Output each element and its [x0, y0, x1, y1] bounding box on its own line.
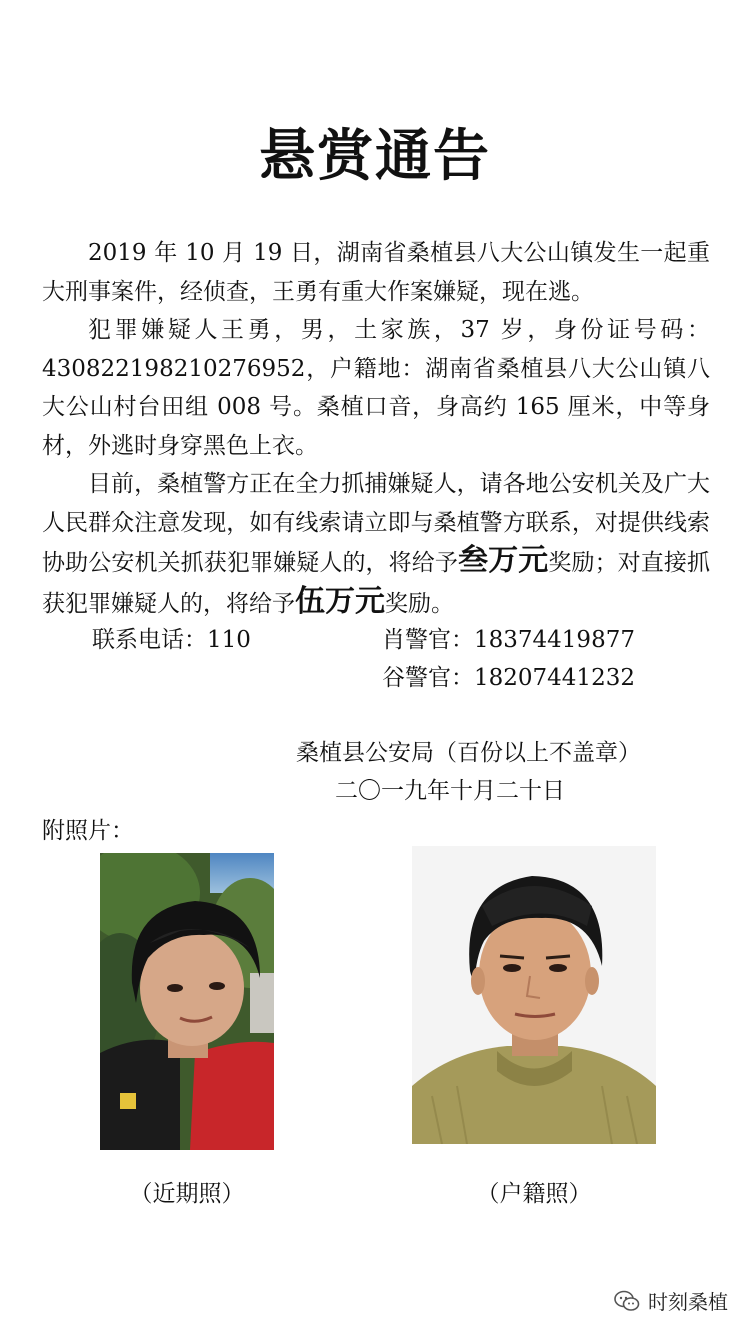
recent-photo-caption: （近期照）: [129, 1181, 245, 1207]
officer-xiao-contact: [382, 621, 635, 654]
attachment-label: 附照片：: [42, 818, 134, 844]
wechat-icon: [614, 1290, 640, 1312]
reward-amount-clue: 叁万元: [458, 543, 549, 578]
reward-paragraph: [42, 465, 710, 623]
incident-paragraph: 2019 年 10 月 19 日，湖南省桑植县八大公山镇发生一起重大刑事案件，经侦查，王勇有重大作案嫌疑，现在逃。: [42, 240, 710, 305]
recent-photo-image: [100, 853, 274, 1150]
account-watermark: [614, 1286, 728, 1315]
account-name: 时刻桑植: [648, 1290, 728, 1314]
registration-photo: [412, 846, 656, 1144]
page-title: 悬赏通告: [259, 124, 491, 189]
registration-photo-caption: （户籍照）: [476, 1181, 592, 1207]
officer-gu-label: 谷警官：: [382, 665, 474, 691]
phone-number: 110: [207, 627, 251, 653]
reward-amount-capture: 伍万元: [295, 583, 385, 619]
reward-text-3: 奖励。: [385, 590, 454, 617]
reward-text-2: 奖励；对直接抓获犯罪嫌疑人的，将给予: [42, 550, 711, 617]
issue-date: 二〇一九年十月二十日: [335, 778, 565, 804]
suspect-paragraph: 犯罪嫌疑人王勇，男，土家族，37 岁，身份证号码：430822198210276952，户籍地：湖南省桑植县八大公山镇八大公山村台田组 008 号。桑植口音，身高约 165 厘米，中等身材，外逃时身穿黑色上衣。: [42, 317, 710, 459]
officer-xiao-phone: 18374419877: [474, 627, 635, 653]
officer-xiao-label: 肖警官：: [382, 627, 474, 653]
recent-photo: [100, 853, 274, 1150]
reward-text-1: 目前，桑植警方正在全力抓捕嫌疑人，请各地公安机关及广大人民群众注意发现，如有线索请立即与桑植警方联系，对提供线索协助公安机关抓获犯罪嫌疑人的，将给予: [42, 471, 710, 576]
registration-photo-image: [412, 846, 656, 1144]
notice-body: [42, 234, 710, 623]
phone-label: 联系电话：: [92, 627, 207, 653]
officer-gu-contact: [382, 659, 635, 692]
issuer: 桑植县公安局（百份以上不盖章）: [296, 740, 641, 766]
officer-gu-phone: 18207441232: [474, 665, 635, 691]
phone-contact: [92, 621, 251, 654]
